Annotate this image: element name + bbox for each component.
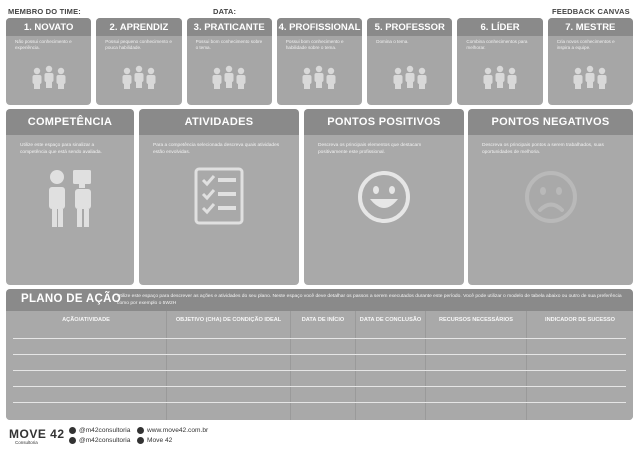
cards-row [6, 109, 633, 285]
team-icon [457, 65, 542, 89]
plan-desc: Utilize este espaço para descrever as ações e atividades do seu plano. Neste espaço você deve detalhar os passos a serem executados durante este período. Você pode utilizar o modelo de tabela abaixo ou outro de sua preferência como por exemplo o 5W2H [117, 294, 622, 307]
facebook-link[interactable] [69, 437, 130, 444]
table-row-line [13, 402, 626, 403]
team-icon [96, 65, 181, 89]
footer [0, 424, 640, 452]
column-header: DATA DE CONCLUSÃO [359, 317, 422, 323]
team-icon [187, 65, 272, 89]
card-title: PONTOS NEGATIVOS [468, 109, 633, 135]
level-box-1 [6, 18, 91, 105]
move42-logo: MOVE 42 [9, 427, 65, 441]
team-icon [548, 65, 633, 89]
instagram-icon [69, 427, 76, 434]
canvas-title: FEEDBACK CANVAS [552, 7, 630, 16]
level-desc: Possui bom conhecimento sobre o tema. [195, 39, 263, 51]
level-desc: Combina conhecimentos para melhorar. [466, 39, 528, 51]
checklist-icon [139, 167, 299, 225]
table-row-line [13, 354, 626, 355]
atividades-card[interactable] [139, 109, 299, 285]
card-desc: Utilize este espaço para sinalizar a competência que está sendo avaliada. [20, 143, 102, 155]
col-data-conclusao[interactable] [356, 311, 426, 420]
instagram-link[interactable] [69, 427, 130, 434]
level-box-5 [367, 18, 452, 105]
level-title: 7. MESTRE [548, 18, 633, 36]
youtube-icon [137, 437, 144, 444]
level-title: 6. LÍDER [457, 18, 542, 36]
level-title: 2. APRENDIZ [96, 18, 181, 36]
date-label: DATA: [213, 7, 237, 16]
globe-icon [137, 427, 144, 434]
column-header: OBJETIVO (CHA) DE CONDIÇÃO IDEAL [175, 317, 282, 323]
sad-face-icon [468, 169, 633, 225]
table-row-line [13, 338, 626, 339]
level-box-3 [187, 18, 272, 105]
col-data-inicio[interactable] [291, 311, 356, 420]
website-link[interactable] [137, 427, 208, 434]
column-header: INDICADOR DE SUCESSO [545, 317, 615, 323]
column-header: DATA DE INÍCIO [301, 317, 345, 323]
col-acao[interactable] [6, 311, 167, 420]
competencia-card[interactable] [6, 109, 134, 285]
facebook-icon [69, 437, 76, 444]
logo-subtitle: Consultoria [15, 440, 38, 445]
website-url: www.move42.com.br [147, 427, 209, 434]
column-header: AÇÃO/ATIVIDADE [62, 317, 110, 323]
plano-de-acao-section [6, 289, 633, 420]
level-title: 5. PROFESSOR [367, 18, 452, 36]
card-desc: Para a competência selecionada descreva quais atividades estão envolvidas. [153, 143, 280, 155]
team-icon [367, 65, 452, 89]
level-title: 3. PRATICANTE [187, 18, 272, 36]
negativos-card[interactable] [468, 109, 633, 285]
table-row-line [13, 386, 626, 387]
level-title: 4. PROFISSIONAL [277, 18, 362, 36]
level-box-4 [277, 18, 362, 105]
col-recursos[interactable] [426, 311, 527, 420]
youtube-channel: Move 42 [147, 437, 173, 444]
award-icon [6, 167, 134, 229]
column-header: RECURSOS NECESSÁRIOS [439, 317, 513, 323]
team-icon [6, 65, 91, 89]
level-title: 1. NOVATO [6, 18, 91, 36]
level-box-7 [548, 18, 633, 105]
level-box-6 [457, 18, 542, 105]
col-indicador[interactable] [527, 311, 633, 420]
instagram-handle: @m42consultoria [79, 427, 131, 434]
youtube-link[interactable] [137, 437, 172, 444]
level-desc: Possui pequeno conhecimento e pouca habilidade. [105, 39, 172, 51]
plan-title: PLANO DE AÇÃO [21, 293, 121, 305]
levels-row [6, 18, 633, 105]
card-title: PONTOS POSITIVOS [304, 109, 464, 135]
happy-face-icon [304, 169, 464, 225]
card-desc: Descreva os principais pontos a serem trabalhados, suas oportunidades de melhoria. [482, 143, 604, 155]
col-objetivo[interactable] [167, 311, 291, 420]
level-desc: Possui bom conhecimento e habilidade sobre o tema. [285, 39, 344, 51]
level-desc: Não possui conhecimento e experiência. [15, 39, 72, 51]
level-desc: Domina o tema. [376, 39, 409, 44]
card-title: COMPETÊNCIA [6, 109, 134, 135]
facebook-handle: @m42consultoria [79, 437, 131, 444]
card-title: ATIVIDADES [139, 109, 299, 135]
level-desc: Cria novos conhecimentos e inspira a equipe. [556, 39, 615, 51]
card-desc: Descreva os principais elementos que destacam positivamente este profissional. [318, 143, 422, 155]
positivos-card[interactable] [304, 109, 464, 285]
team-icon [277, 65, 362, 89]
table-row-line [13, 370, 626, 371]
member-label: MEMBRO DO TIME: [8, 7, 81, 16]
level-box-2 [96, 18, 181, 105]
